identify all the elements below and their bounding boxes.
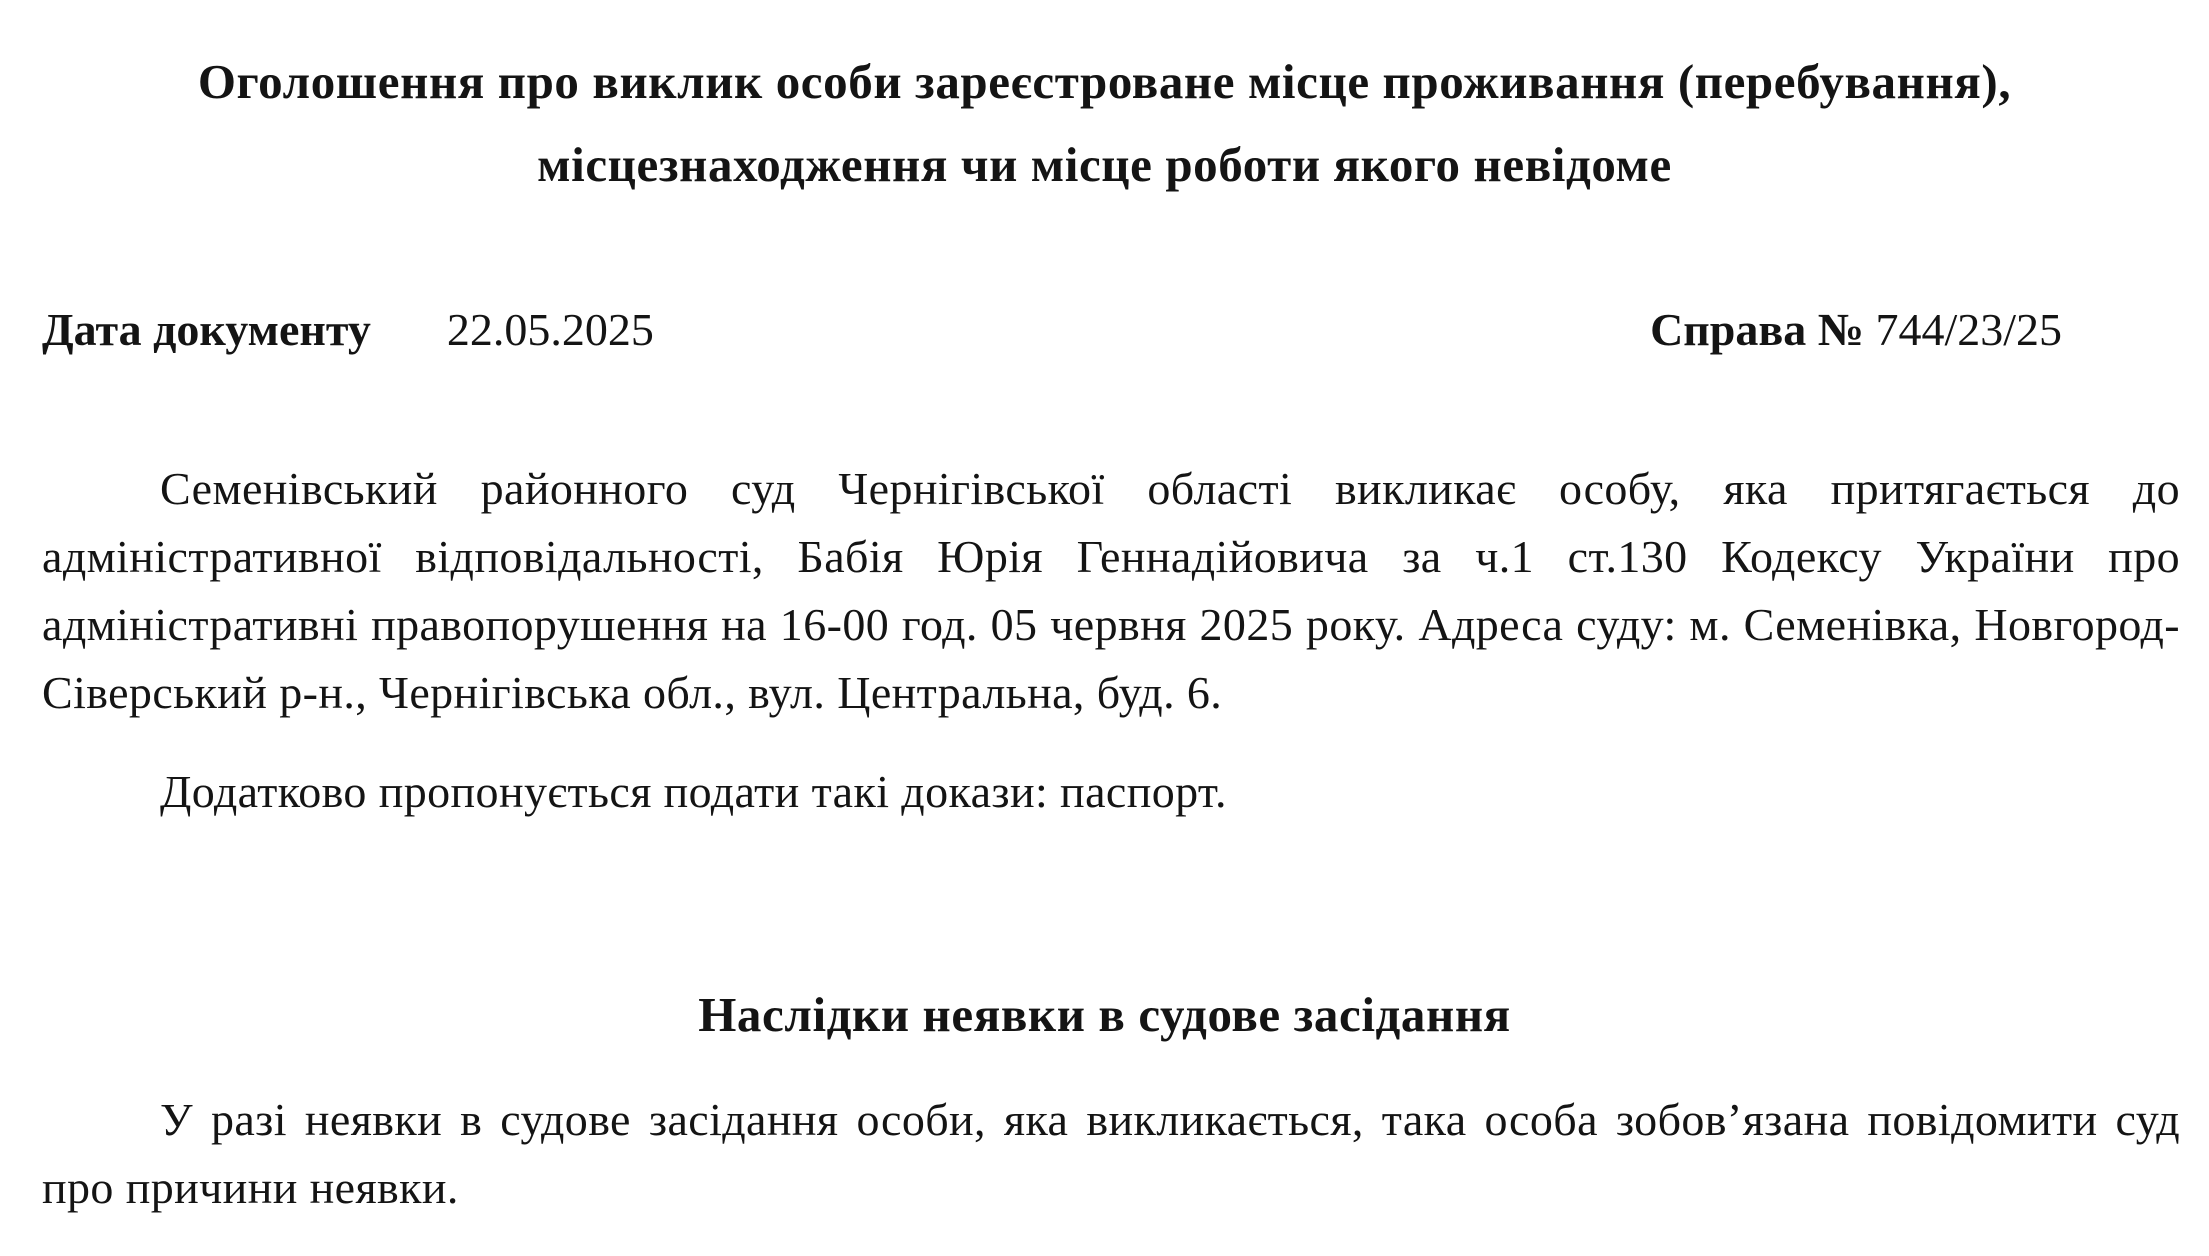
document-title-line-1: Оголошення про виклик особи зареєстроване місце проживання (перебування), bbox=[197, 54, 2012, 109]
evidence-paragraph: Додатково пропонується подати такі докази: паспорт. bbox=[160, 766, 1227, 817]
consequences-paragraph: У разі неявки в судове засідання особи, яка викликається, така особа зобов’язана повідомити суд про причини неявки. bbox=[42, 1094, 2180, 1213]
document-title bbox=[0, 40, 2209, 206]
case-number-label: Справа № bbox=[1650, 304, 1864, 355]
document-date-value: 22.05.2025 bbox=[446, 304, 654, 355]
document-date-label: Дата документу bbox=[42, 304, 371, 355]
document-title-line-2: місцезнаходження чи місце роботи якого невідоме bbox=[537, 137, 1672, 192]
case-number bbox=[1650, 300, 2062, 360]
document-date bbox=[42, 300, 654, 360]
section-heading: Наслідки неявки в судове засідання bbox=[698, 987, 1511, 1042]
document-meta-row bbox=[42, 300, 2062, 360]
case-number-value: 744/23/25 bbox=[1875, 304, 2062, 355]
summons-paragraph: Семенівський районного суд Чернігівської області викликає особу, яка притягається до адміністративної відповідальності, Бабія Юрія Геннадійовича за ч.1 ст.130 Кодексу України про адміністративні правопорушення на 16-00 год. 05 червня 2025 року. Адреса суду: м. Семенівка, Новгород-Сіверський р-н., Чернігівська обл., вул. Центральна, буд. 6. bbox=[42, 463, 2180, 718]
